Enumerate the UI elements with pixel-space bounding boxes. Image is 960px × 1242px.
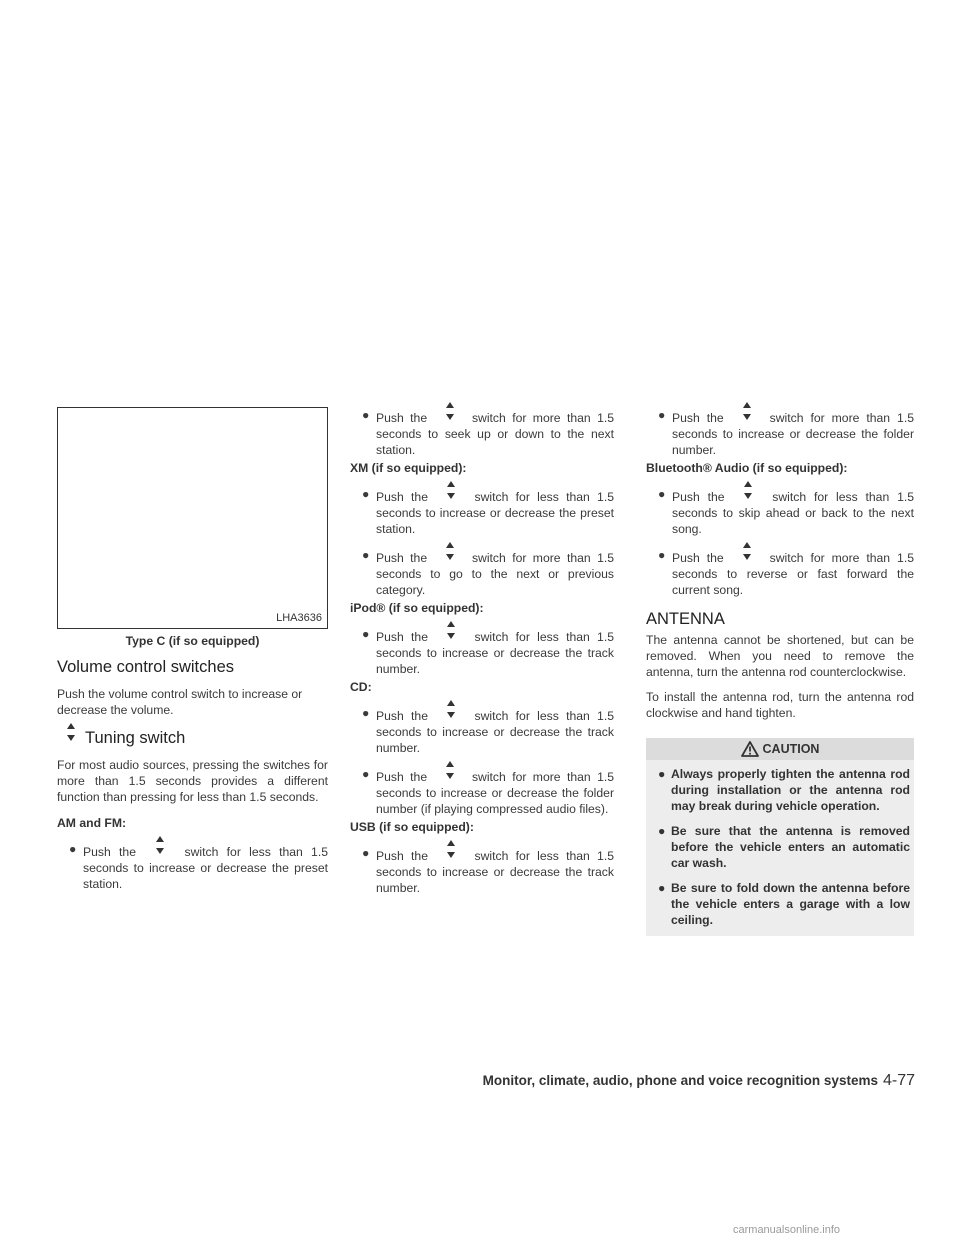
bluetooth-bullet-2: ● Push the switch for more than 1.5 seconds to reverse or fast forward the current song. [646, 547, 914, 598]
updown-switch-icon [435, 486, 467, 502]
volume-text: Push the volume control switch to increase or decrease the volume. [57, 687, 303, 717]
updown-switch-icon [434, 547, 466, 563]
cd-bullet-1: ● Push the switch for less than 1.5 seconds to increase or decrease the track number. [350, 705, 614, 756]
column-3 [646, 407, 914, 936]
tuning-heading-row [57, 728, 328, 748]
updown-switch-icon [435, 845, 467, 861]
updown-switch-icon [144, 841, 176, 857]
column-1 [57, 407, 328, 892]
usb-label: USB (if so equipped): [350, 820, 474, 834]
tuning-heading: Tuning switch [85, 729, 186, 747]
figure-caption: Type C (if so equipped) [125, 634, 260, 648]
antenna-paragraph-1: The antenna cannot be shortened, but can be removed. When you need to remove the antenna, turn the antenna rod counterclockwise. [646, 633, 914, 679]
volume-heading: Volume control switches [57, 658, 234, 676]
updown-switch-icon [434, 766, 466, 782]
figure-image [57, 407, 328, 629]
updown-switch-icon [434, 407, 466, 423]
caution-box [646, 738, 914, 936]
caution-header [646, 738, 914, 760]
cd-label: CD: [350, 680, 372, 694]
tuning-switch-icon [57, 728, 85, 744]
cd-bullet-2: ● Push the switch for more than 1.5 seconds to increase or decrease the folder number (if playing compressed audio files). [350, 766, 614, 817]
bluetooth-label: Bluetooth® Audio (if so equipped): [646, 461, 848, 475]
updown-switch-icon [731, 547, 763, 563]
xm-bullet-1: ● Push the switch for less than 1.5 seconds to increase or decrease the preset station. [350, 486, 614, 537]
figure-code: LHA3636 [276, 612, 322, 624]
am-fm-label: AM and FM: [57, 816, 127, 830]
page-footer [455, 1073, 915, 1089]
am-fm-bullet-2: ● Push the switch for more than 1.5 seconds to seek up or down to the next station. [350, 407, 614, 458]
updown-switch-icon [435, 705, 467, 721]
am-fm-bullet-1: ● Push the switch for less than 1.5 seconds to increase or decrease the preset station. [57, 841, 328, 892]
watermark: carmanualsonline.info [733, 1224, 841, 1236]
xm-label: XM (if so equipped): [350, 461, 467, 475]
updown-switch-icon [731, 407, 763, 423]
column-2 [350, 407, 614, 896]
xm-bullet-2: ● Push the switch for more than 1.5 seconds to go to the next or previous category. [350, 547, 614, 598]
updown-switch-icon [435, 626, 467, 642]
caution-item: ● Be sure that the antenna is removed before the vehicle enters an automatic car wash. [658, 824, 910, 870]
caution-item: ● Always properly tighten the antenna rod during installation or the antenna rod may break during vehicle operation. [658, 767, 910, 813]
bluetooth-bullet-1: ● Push the switch for less than 1.5 seconds to skip ahead or back to the next song. [646, 486, 914, 537]
updown-switch-icon [732, 486, 764, 502]
usb-bullet-1: ● Push the switch for less than 1.5 seconds to increase or decrease the track number. [350, 845, 614, 896]
caution-title: CAUTION [762, 742, 820, 756]
warning-icon [741, 741, 759, 757]
antenna-paragraph-2: To install the antenna rod, turn the antenna rod clockwise and hand tighten. [646, 690, 914, 720]
caution-body [646, 760, 914, 936]
tuning-intro: For most audio sources, pressing the switches for more than 1.5 seconds provides a different function than pressing for less than 1.5 seconds. [57, 758, 328, 804]
caution-item: ● Be sure to fold down the antenna before the vehicle enters a garage with a low ceiling. [658, 881, 910, 927]
antenna-heading: ANTENNA [646, 610, 725, 628]
usb-bullet-2: ● Push the switch for more than 1.5 seconds to increase or decrease the folder number. [646, 407, 914, 458]
page-number: 4-77 [882, 1072, 915, 1089]
chapter-title: Monitor, climate, audio, phone and voice recognition systems [482, 1073, 878, 1088]
ipod-bullet-1: ● Push the switch for less than 1.5 seconds to increase or decrease the track number. [350, 626, 614, 677]
ipod-label: iPod® (if so equipped): [350, 601, 484, 615]
